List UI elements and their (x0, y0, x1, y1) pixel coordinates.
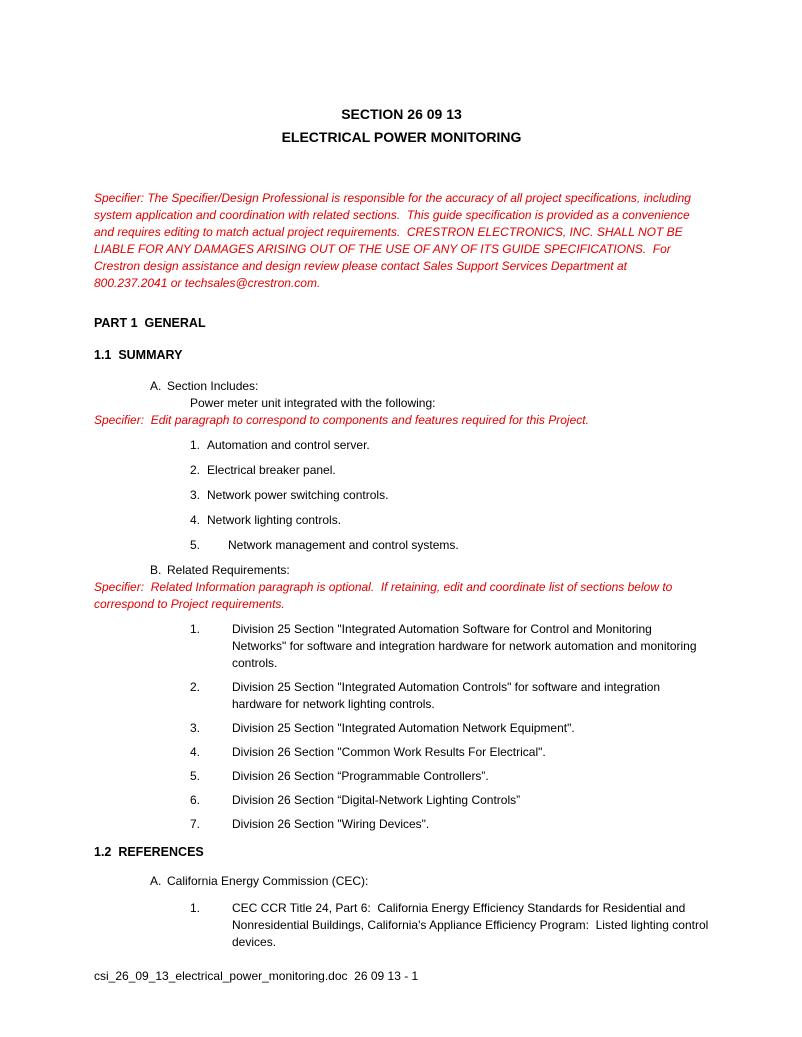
list-item-number: 1. (190, 901, 201, 915)
paragraph-a-text: Section Includes: (167, 379, 259, 393)
related-requirements-list (94, 621, 709, 833)
list-item (190, 900, 712, 951)
list-item-number: 4. (190, 745, 201, 759)
paragraph-b-text: Related Requirements: (167, 563, 290, 577)
list-item-text: CEC CCR Title 24, Part 6: California Energy Efficiency Standards for Residential and Nonresidential Buildings, California's Appliance Efficiency Program: Listed lighting control devices. (232, 901, 712, 949)
list-item-number: 7. (190, 817, 201, 831)
list-item (190, 792, 709, 809)
list-item-text: Network management and control systems. (228, 538, 459, 552)
list-item-number: 5. (190, 769, 201, 783)
list-item (190, 437, 709, 454)
list-item (190, 679, 709, 713)
specifier-disclaimer: Specifier: The Specifier/Design Professional is responsible for the accuracy of all project specifications, including system application and coordination with related sections. This guide specification is provided as a convenience and requires editing to match actual project requirements. CRESTRON ELECTRONICS, INC. SHALL NOT BE LIABLE FOR ANY DAMAGES ARISING OUT OF THE USE OF ANY OF ITS GUIDE SPECIFICATIONS. For Crestron design assistance and design review please contact Sales Support Services Department at 800.237.2041 or techsales@crestron.com. (94, 191, 695, 290)
paragraph-a-california-energy-commission (150, 873, 709, 890)
list-item-text: Network power switching controls. (207, 488, 389, 502)
list-item (190, 768, 709, 785)
list-item (190, 462, 709, 479)
list-item-number: 6. (190, 793, 201, 807)
list-item-text: Division 26 Section “Programmable Controllers”. (232, 769, 489, 783)
list-item-text: Division 25 Section "Integrated Automation Controls" for software and integration hardware for network lighting controls. (232, 680, 664, 711)
paragraph-b-marker: B. (150, 563, 162, 577)
section-number-title: SECTION 26 09 13 (341, 106, 462, 122)
paragraph-a-section-includes (150, 378, 709, 395)
list-item-text: Division 25 Section "Integrated Automation Network Equipment". (232, 721, 575, 735)
list-item (190, 487, 709, 504)
list-item-number: 1. (190, 438, 201, 452)
list-item-number: 5. (190, 538, 201, 552)
list-item-number: 4. (190, 513, 201, 527)
list-item-text: Automation and control server. (207, 438, 370, 452)
document-title (94, 103, 709, 149)
paragraph-b-related-requirements (150, 562, 709, 579)
list-item-number: 3. (190, 488, 201, 502)
list-item-number: 2. (190, 463, 201, 477)
list-item-number: 3. (190, 721, 201, 735)
specifier-note-summary: Specifier: Edit paragraph to correspond to components and features required for this Project. (94, 413, 589, 427)
list-item (190, 512, 709, 529)
list-item-number: 2. (190, 680, 201, 694)
list-item (190, 720, 709, 737)
list-item (190, 621, 709, 672)
paragraph-a-text: California Energy Commission (CEC): (167, 874, 369, 888)
power-meter-subparagraph: Power meter unit integrated with the following: (190, 396, 436, 410)
section-1-2-references-heading: 1.2 REFERENCES (94, 845, 204, 859)
list-item (190, 744, 709, 761)
list-item-text: Division 26 Section "Common Work Results For Electrical". (232, 745, 546, 759)
list-item-text: Division 26 Section “Digital-Network Lighting Controls” (232, 793, 521, 807)
list-item (190, 537, 709, 554)
part-1-general-heading: PART 1 GENERAL (94, 316, 206, 330)
section-1-1-summary-heading: 1.1 SUMMARY (94, 348, 183, 362)
list-item-text: Network lighting controls. (207, 513, 342, 527)
list-item-number: 1. (190, 622, 201, 636)
list-item (190, 816, 709, 833)
footer-filename-page-number: csi_26_09_13_electrical_power_monitoring.doc 26 09 13 - 1 (94, 969, 419, 983)
section-name-title: ELECTRICAL POWER MONITORING (281, 129, 522, 145)
references-list (94, 900, 712, 951)
paragraph-a-marker: A. (150, 379, 162, 393)
paragraph-a-marker: A. (150, 874, 162, 888)
list-item-text: Division 26 Section "Wiring Devices". (232, 817, 430, 831)
specifier-note-related: Specifier: Related Information paragraph is optional. If retaining, edit and coordinate list of sections below to correspond to Project requirements. (94, 580, 676, 611)
list-item-text: Division 25 Section "Integrated Automation Software for Control and Monitoring Networks" for software and integration hardware for network automation and monitoring controls. (232, 622, 700, 670)
section-includes-list (94, 437, 709, 554)
list-item-text: Electrical breaker panel. (207, 463, 336, 477)
